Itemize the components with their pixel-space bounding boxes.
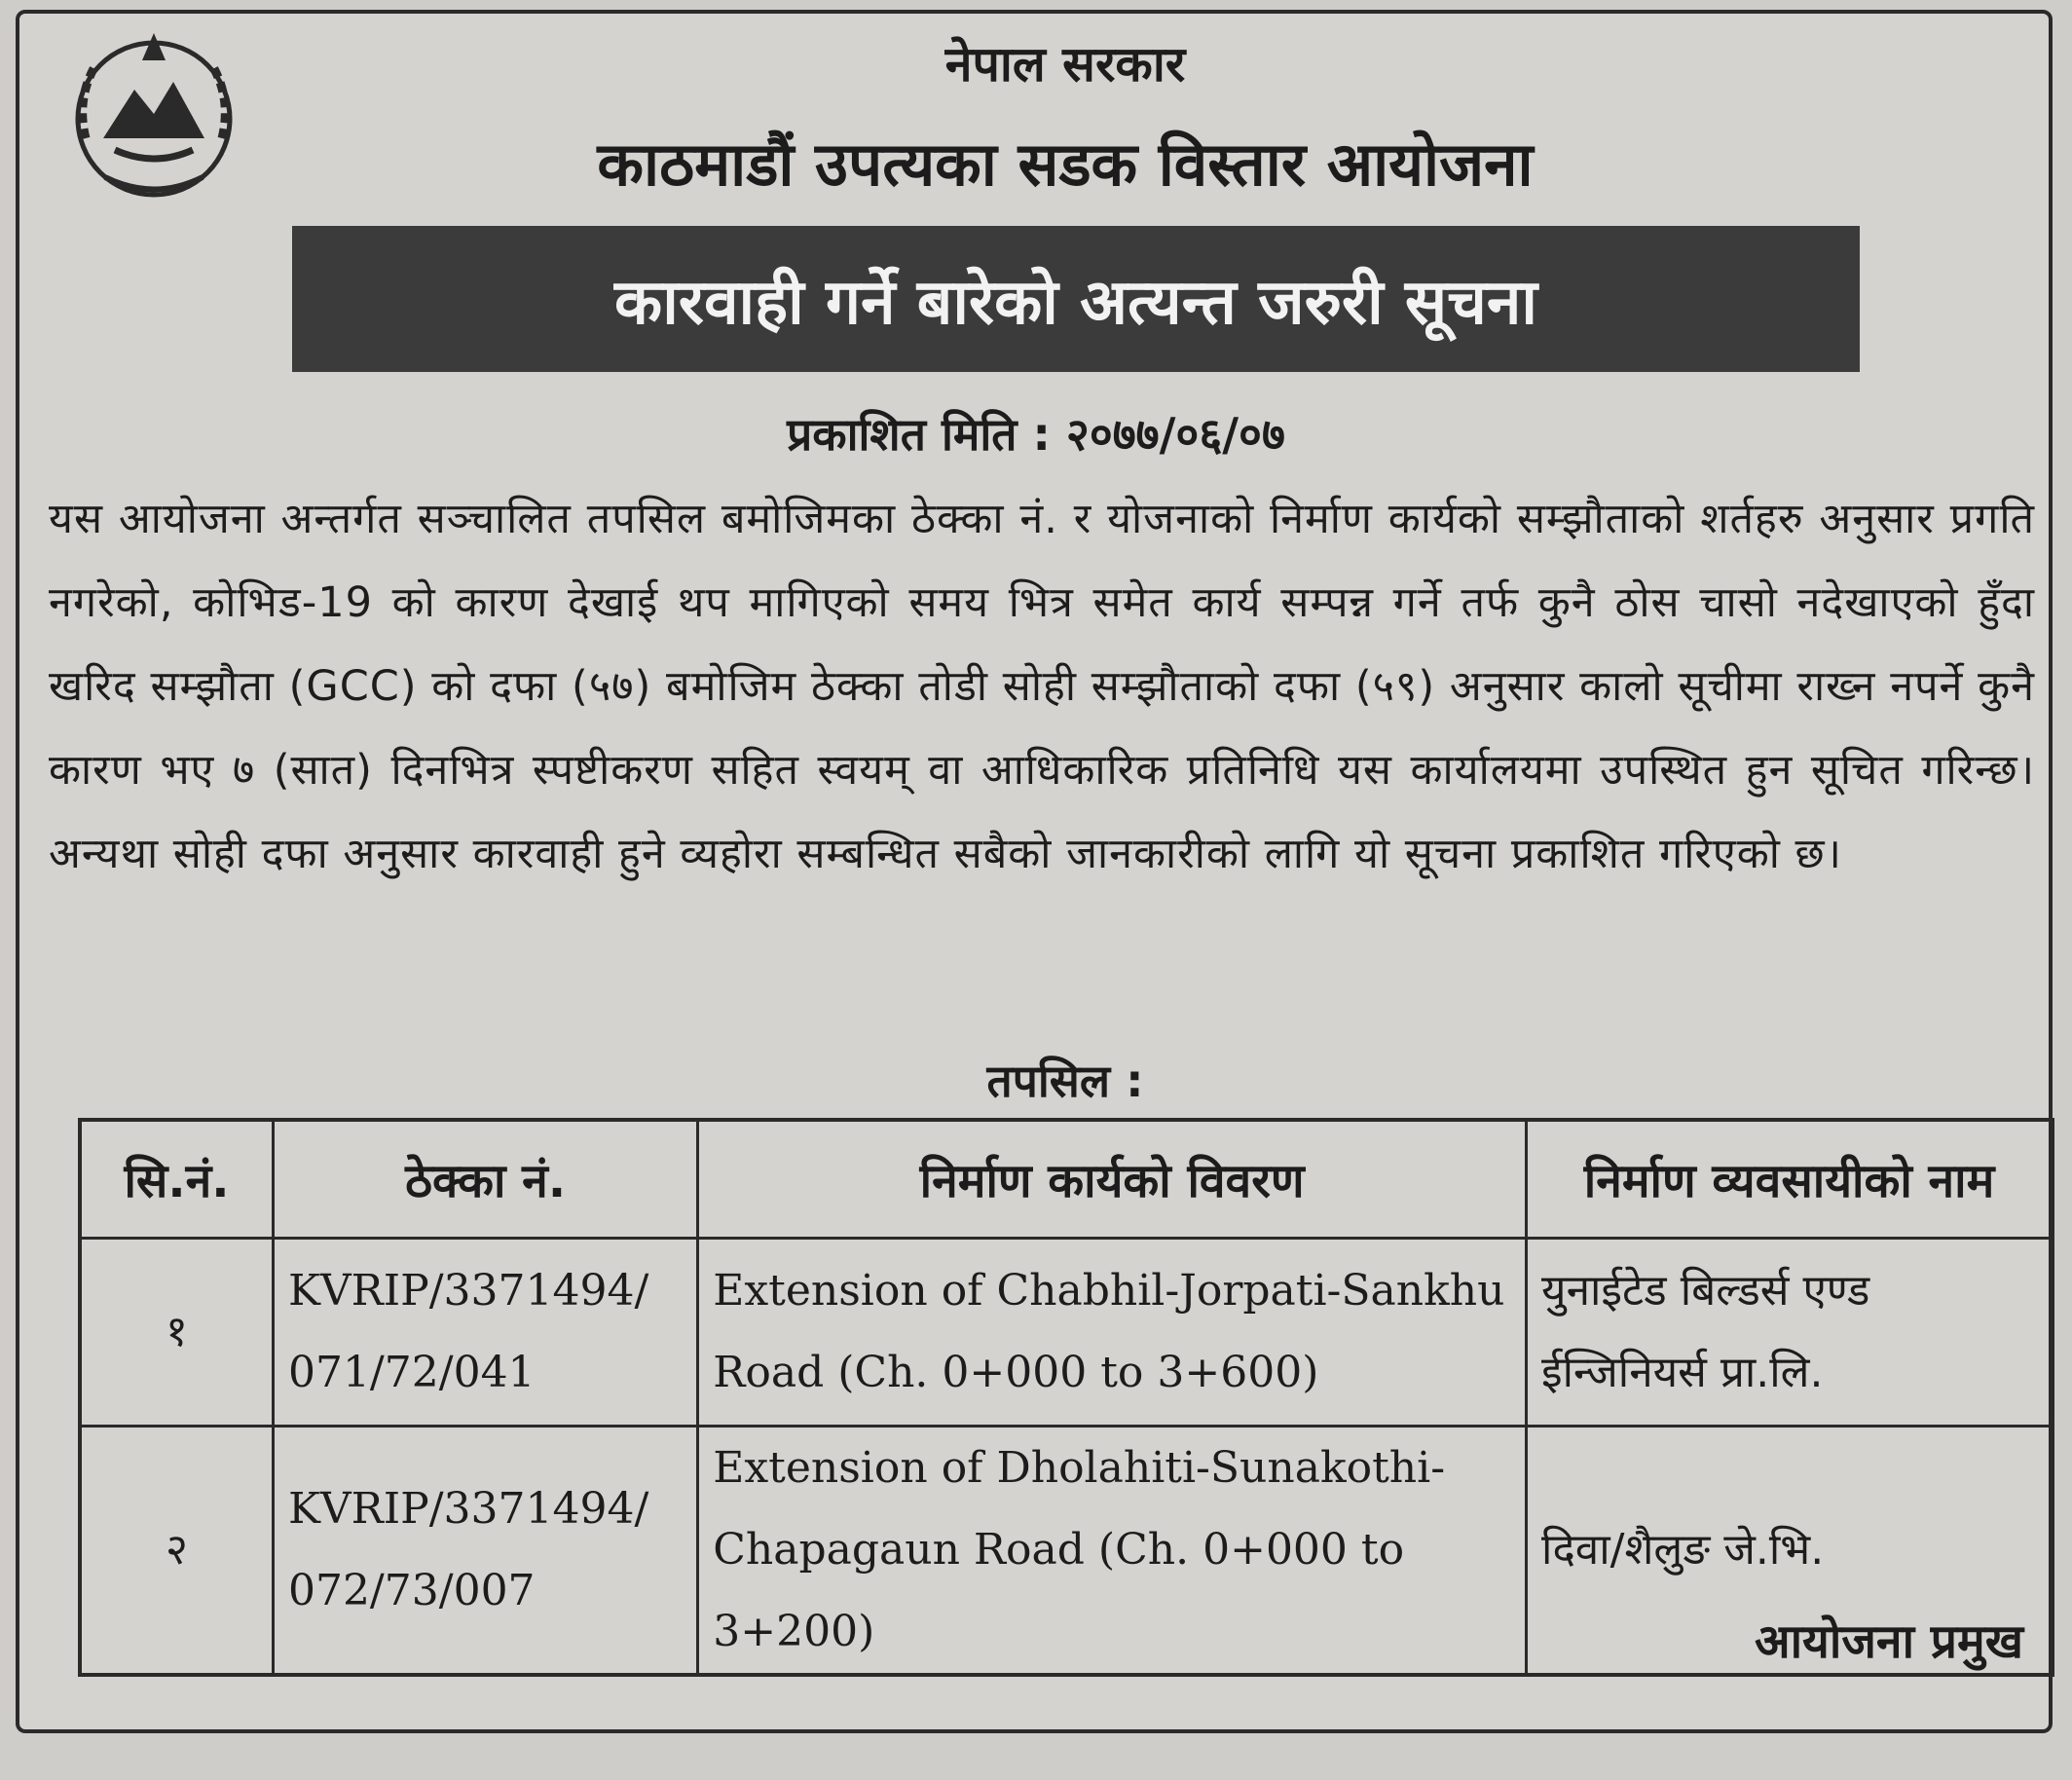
table-header-row bbox=[80, 1120, 2053, 1239]
description-line: Road (Ch. 0+000 to 3+600) bbox=[713, 1348, 1319, 1397]
schedule-table bbox=[78, 1118, 2054, 1677]
contractor-line: युनाईटेड बिल्डर्स एण्ड bbox=[1541, 1266, 1870, 1316]
row-contract-no bbox=[273, 1427, 697, 1676]
column-header-contract: ठेक्का नं. bbox=[273, 1120, 697, 1239]
contract-no-line: KVRIP/3371494/ bbox=[287, 1266, 649, 1316]
government-title: नेपाल सरकार bbox=[944, 36, 1186, 93]
signature-title: आयोजना प्रमुख bbox=[1754, 1614, 2023, 1669]
description-line: Extension of Chabhil-Jorpati-Sankhu bbox=[713, 1266, 1505, 1316]
publication-date-value: २०७७/०६/०७ bbox=[1065, 408, 1285, 461]
notice-body: यस आयोजना अन्तर्गत सञ्चालित तपसिल बमोजिमका ठेक्का नं. र योजनाको निर्माण कार्यको सम्झौताको शर्तहरु अनुसार प्रगति नगरेको, कोभिड-19 को कारण देखाई थप मागिएको समय भित्र समेत कार्य सम्पन्न गर्ने तर्फ कुनै ठोस चासो नदेखाएको हुँदा खरिद सम्झौता (GCC) को दफा (५७) बमोजिम ठेक्का तोडी सोही सम्झौताको दफा (५९) अनुसार कालो सूचीमा राख्न नपर्ने कुनै कारण भए ७ (सात) दिनभित्र स्पष्टीकरण सहित स्वयम् वा आधिकारिक प्रतिनिधि यस कार्यालयमा उपस्थित हुन सूचित गरिन्छ। अन्यथा सोही दफा अनुसार कारवाही हुने व्यहोरा सम्बन्धित सबैको जानकारीको लागि यो सूचना प्रकाशित गरिएको छ। bbox=[49, 495, 2035, 878]
row-contractor bbox=[1527, 1239, 2053, 1427]
publication-date bbox=[0, 403, 2072, 464]
description-line: Extension of Dholahiti-Sunakothi- bbox=[713, 1443, 1446, 1493]
contractor-line: दिवा/शैलुङ जे.भि. bbox=[1541, 1525, 1825, 1575]
notice-banner-text: कारवाही गर्ने बारेको अत्यन्त जरुरी सूचना bbox=[614, 266, 1537, 339]
project-title: काठमाडौं उपत्यका सडक विस्तार आयोजना bbox=[597, 129, 1534, 200]
table-row bbox=[80, 1239, 2053, 1427]
row-description bbox=[698, 1239, 1527, 1427]
publication-date-label: प्रकाशित मिति : bbox=[787, 408, 1051, 461]
column-header-contractor: निर्माण व्यवसायीको नाम bbox=[1527, 1120, 2053, 1239]
row-sn: २ bbox=[80, 1427, 273, 1676]
row-sn: १ bbox=[80, 1239, 273, 1427]
column-header-sn: सि.नं. bbox=[80, 1120, 273, 1239]
notice-banner bbox=[292, 226, 1860, 372]
contractor-line: ईन्जिनियर्स प्रा.लि. bbox=[1541, 1348, 1824, 1397]
contract-no-line: KVRIP/3371494/ bbox=[287, 1484, 649, 1534]
contract-no-line: 071/72/041 bbox=[287, 1348, 536, 1397]
description-line: Chapagaun Road (Ch. 0+000 to 3+200) bbox=[713, 1525, 1405, 1656]
column-header-description: निर्माण कार्यको विवरण bbox=[698, 1120, 1527, 1239]
row-description bbox=[698, 1427, 1527, 1676]
row-contract-no bbox=[273, 1239, 697, 1427]
contract-no-line: 072/73/007 bbox=[287, 1566, 536, 1615]
schedule-heading: तपसिल : bbox=[986, 1055, 1144, 1107]
